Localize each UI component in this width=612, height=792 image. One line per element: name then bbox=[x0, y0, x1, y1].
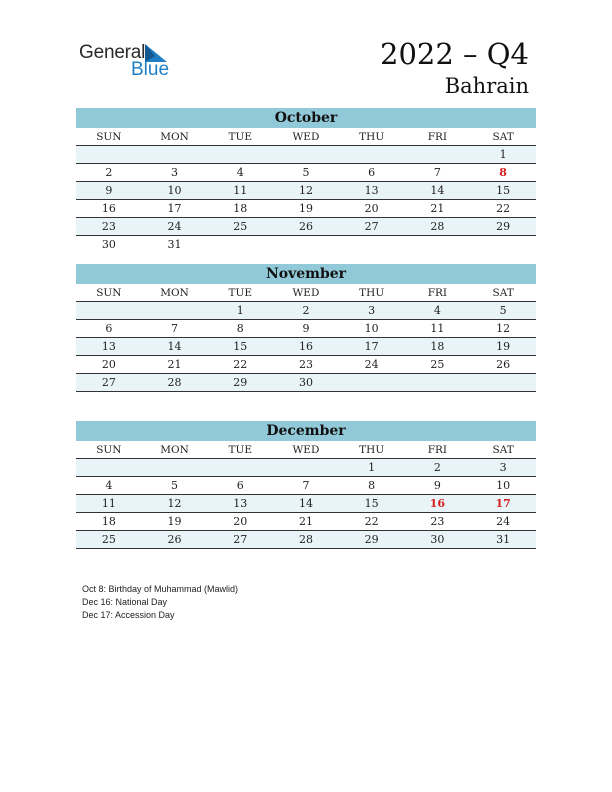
day-cell: 15 bbox=[470, 182, 536, 200]
day-cell: 7 bbox=[273, 477, 339, 495]
day-cell: 8 bbox=[470, 164, 536, 182]
day-cell: 18 bbox=[207, 200, 273, 218]
day-cell: 18 bbox=[76, 513, 142, 531]
logo bbox=[79, 42, 179, 82]
day-cell: 12 bbox=[142, 495, 208, 513]
weekday-header: THU bbox=[339, 128, 405, 146]
week-row bbox=[76, 146, 536, 164]
day-cell bbox=[273, 146, 339, 164]
weekday-header: TUE bbox=[207, 284, 273, 302]
logo-word-blue: Blue bbox=[131, 59, 170, 80]
day-cell: 27 bbox=[76, 374, 142, 392]
day-cell: 4 bbox=[76, 477, 142, 495]
day-cell: 26 bbox=[142, 531, 208, 549]
day-cell: 12 bbox=[470, 320, 536, 338]
weekday-header: MON bbox=[142, 284, 208, 302]
day-cell bbox=[76, 302, 142, 320]
holiday-note: Dec 17: Accession Day bbox=[82, 610, 175, 620]
day-cell: 20 bbox=[339, 200, 405, 218]
month-block bbox=[76, 421, 536, 549]
day-cell: 19 bbox=[470, 338, 536, 356]
day-cell: 11 bbox=[207, 182, 273, 200]
day-cell: 16 bbox=[273, 338, 339, 356]
day-cell: 15 bbox=[207, 338, 273, 356]
month-grid bbox=[76, 441, 536, 549]
week-row bbox=[76, 302, 536, 320]
day-cell: 16 bbox=[405, 495, 471, 513]
day-cell: 8 bbox=[207, 320, 273, 338]
day-cell: 20 bbox=[76, 356, 142, 374]
day-cell: 17 bbox=[339, 338, 405, 356]
day-cell: 23 bbox=[405, 513, 471, 531]
day-cell bbox=[405, 236, 471, 254]
day-cell: 12 bbox=[273, 182, 339, 200]
week-row bbox=[76, 236, 536, 254]
week-row bbox=[76, 200, 536, 218]
day-cell: 20 bbox=[207, 513, 273, 531]
day-cell: 23 bbox=[76, 218, 142, 236]
weekday-header: THU bbox=[339, 284, 405, 302]
weekday-header: SAT bbox=[470, 441, 536, 459]
day-cell: 27 bbox=[207, 531, 273, 549]
day-cell: 19 bbox=[273, 200, 339, 218]
day-cell: 29 bbox=[339, 531, 405, 549]
day-cell: 11 bbox=[405, 320, 471, 338]
day-cell bbox=[207, 236, 273, 254]
day-cell: 13 bbox=[207, 495, 273, 513]
weekday-header: FRI bbox=[405, 441, 471, 459]
weekday-header: WED bbox=[273, 284, 339, 302]
day-cell: 3 bbox=[339, 302, 405, 320]
day-cell: 11 bbox=[76, 495, 142, 513]
day-cell bbox=[339, 374, 405, 392]
day-cell: 26 bbox=[273, 218, 339, 236]
week-row bbox=[76, 459, 536, 477]
day-cell: 31 bbox=[167, 238, 182, 251]
week-row bbox=[76, 338, 536, 356]
weekday-header: MON bbox=[142, 441, 208, 459]
day-cell: 1 bbox=[339, 459, 405, 477]
day-cell: 14 bbox=[405, 182, 471, 200]
day-cell: 18 bbox=[405, 338, 471, 356]
day-cell: 28 bbox=[142, 374, 208, 392]
day-cell: 9 bbox=[76, 182, 142, 200]
weekday-header: FRI bbox=[405, 128, 471, 146]
day-cell: 22 bbox=[339, 513, 405, 531]
day-cell: 14 bbox=[273, 495, 339, 513]
day-cell: 2 bbox=[76, 164, 142, 182]
day-cell: 28 bbox=[405, 218, 471, 236]
weekday-header: MON bbox=[142, 128, 208, 146]
month-block bbox=[76, 108, 536, 253]
day-cell: 2 bbox=[273, 302, 339, 320]
day-cell: 9 bbox=[273, 320, 339, 338]
day-cell: 10 bbox=[339, 320, 405, 338]
day-cell: 6 bbox=[339, 164, 405, 182]
day-cell: 10 bbox=[470, 477, 536, 495]
month-title: November bbox=[76, 264, 536, 284]
month-grid bbox=[76, 128, 536, 253]
day-cell bbox=[142, 302, 208, 320]
week-row bbox=[76, 477, 536, 495]
day-cell: 1 bbox=[207, 302, 273, 320]
day-cell: 5 bbox=[470, 302, 536, 320]
day-cell: 30 bbox=[405, 531, 471, 549]
day-cell: 3 bbox=[470, 459, 536, 477]
week-row bbox=[76, 182, 536, 200]
day-cell: 22 bbox=[207, 356, 273, 374]
weekday-header: SAT bbox=[470, 284, 536, 302]
day-cell bbox=[142, 459, 208, 477]
day-cell: 21 bbox=[273, 513, 339, 531]
weekday-header: SUN bbox=[76, 128, 142, 146]
day-cell: 6 bbox=[76, 320, 142, 338]
day-cell bbox=[207, 146, 273, 164]
weekday-header: THU bbox=[339, 441, 405, 459]
day-cell: 25 bbox=[76, 531, 142, 549]
day-cell: 7 bbox=[405, 164, 471, 182]
day-cell: 5 bbox=[273, 164, 339, 182]
day-cell: 17 bbox=[470, 495, 536, 513]
day-cell bbox=[339, 146, 405, 164]
day-cell bbox=[76, 459, 142, 477]
day-cell: 14 bbox=[142, 338, 208, 356]
week-row bbox=[76, 356, 536, 374]
day-cell: 25 bbox=[405, 356, 471, 374]
month-grid bbox=[76, 284, 536, 392]
day-cell: 25 bbox=[207, 218, 273, 236]
day-cell: 13 bbox=[339, 182, 405, 200]
week-row bbox=[76, 495, 536, 513]
day-cell: 10 bbox=[142, 182, 208, 200]
day-cell: 15 bbox=[339, 495, 405, 513]
day-cell: 4 bbox=[405, 302, 471, 320]
weekday-header: TUE bbox=[207, 441, 273, 459]
day-cell: 8 bbox=[339, 477, 405, 495]
holiday-notes bbox=[82, 583, 238, 622]
day-cell: 26 bbox=[470, 356, 536, 374]
week-row bbox=[76, 320, 536, 338]
day-cell: 4 bbox=[207, 164, 273, 182]
day-cell: 17 bbox=[142, 200, 208, 218]
weekday-header: WED bbox=[273, 441, 339, 459]
day-cell bbox=[76, 146, 142, 164]
day-cell: 30 bbox=[273, 374, 339, 392]
day-cell: 30 bbox=[101, 238, 116, 251]
day-cell: 3 bbox=[142, 164, 208, 182]
logo-word-general: General bbox=[79, 42, 146, 63]
weekday-header: SAT bbox=[470, 128, 536, 146]
weekday-header: FRI bbox=[405, 284, 471, 302]
day-cell bbox=[470, 236, 536, 254]
day-cell bbox=[405, 374, 471, 392]
day-cell: 27 bbox=[339, 218, 405, 236]
holiday-note: Oct 8: Birthday of Muhammad (Mawlid) bbox=[82, 584, 239, 594]
day-cell: 5 bbox=[142, 477, 208, 495]
day-cell: 9 bbox=[405, 477, 471, 495]
day-cell bbox=[142, 146, 208, 164]
holiday-note: Dec 16: National Day bbox=[82, 597, 168, 607]
month-title: December bbox=[76, 421, 536, 441]
weekday-header: WED bbox=[273, 128, 339, 146]
week-row bbox=[76, 218, 536, 236]
day-cell: 24 bbox=[470, 513, 536, 531]
day-cell: 16 bbox=[76, 200, 142, 218]
day-cell: 21 bbox=[405, 200, 471, 218]
page-title: 2022 – Q4 bbox=[380, 37, 529, 71]
day-cell bbox=[273, 459, 339, 477]
day-cell: 1 bbox=[470, 146, 536, 164]
day-cell bbox=[339, 236, 405, 254]
day-cell bbox=[207, 459, 273, 477]
country-name: Bahrain bbox=[444, 74, 529, 98]
day-cell: 28 bbox=[273, 531, 339, 549]
day-cell: 24 bbox=[142, 218, 208, 236]
day-cell: 24 bbox=[339, 356, 405, 374]
day-cell bbox=[273, 236, 339, 254]
weekday-header: SUN bbox=[76, 441, 142, 459]
weekday-header: TUE bbox=[207, 128, 273, 146]
week-row bbox=[76, 374, 536, 392]
day-cell: 21 bbox=[142, 356, 208, 374]
day-cell: 7 bbox=[142, 320, 208, 338]
week-row bbox=[76, 164, 536, 182]
week-row bbox=[76, 513, 536, 531]
month-title: October bbox=[76, 108, 536, 128]
day-cell: 6 bbox=[207, 477, 273, 495]
day-cell: 22 bbox=[470, 200, 536, 218]
day-cell: 13 bbox=[76, 338, 142, 356]
day-cell: 2 bbox=[405, 459, 471, 477]
day-cell bbox=[470, 374, 536, 392]
day-cell: 19 bbox=[142, 513, 208, 531]
week-row bbox=[76, 531, 536, 549]
day-cell: 29 bbox=[207, 374, 273, 392]
day-cell: 29 bbox=[470, 218, 536, 236]
day-cell bbox=[405, 146, 471, 164]
month-block bbox=[76, 264, 536, 392]
day-cell: 31 bbox=[470, 531, 536, 549]
weekday-header: SUN bbox=[76, 284, 142, 302]
day-cell: 23 bbox=[273, 356, 339, 374]
